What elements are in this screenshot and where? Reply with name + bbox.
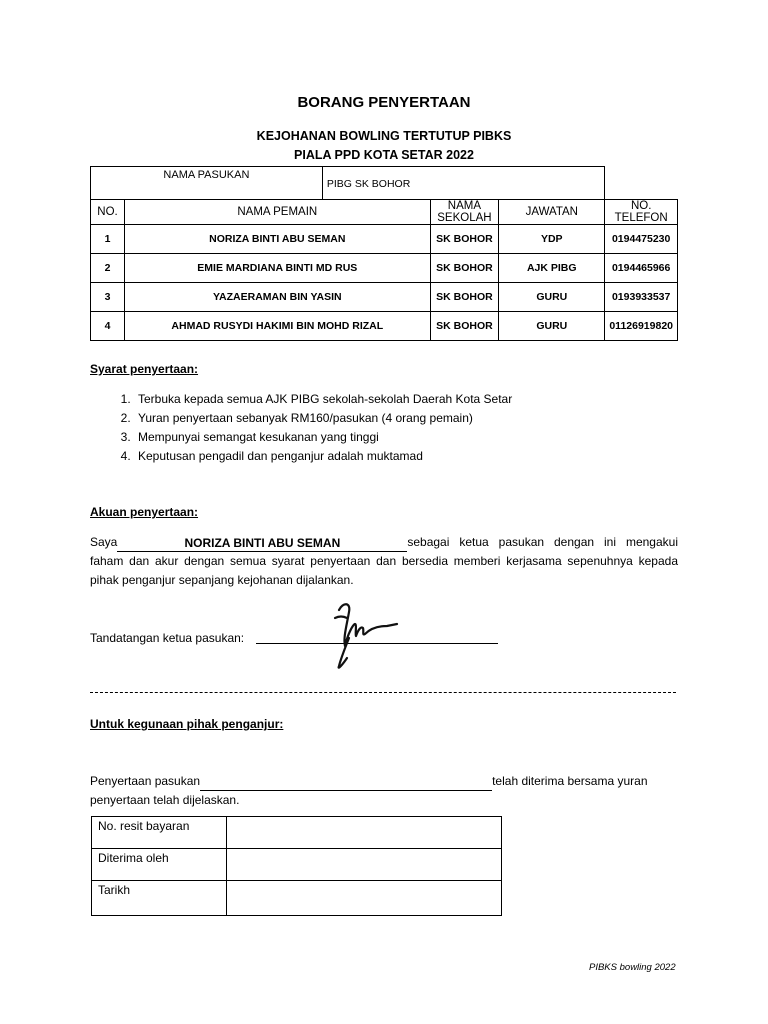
signature-label: Tandatangan ketua pasukan: [90,631,245,645]
received-by-field[interactable] [227,849,502,881]
player-phone: 0193933537 [605,283,678,312]
acceptance-paragraph [90,772,680,810]
receipt-number-field[interactable] [227,817,502,849]
acceptance-suffix: telah diterima bersama yuran penyertaan telah dijelaskan. [90,774,648,807]
date-field[interactable] [227,881,502,916]
player-number: 1 [91,225,125,254]
terms-heading: Syarat penyertaan: [90,362,199,376]
player-number: 2 [91,254,125,283]
player-phone: 0194465966 [605,254,678,283]
event-name: KEJOHANAN BOWLING TERTUTUP PIBKS [256,129,512,143]
terms-list [90,390,734,466]
receipt-row [92,817,502,849]
column-header-phone: NO. TELEFON [605,200,678,225]
column-header-school: NAMA SEKOLAH [430,200,499,225]
payment-receipt-table [91,816,502,916]
player-school: SK BOHOR [430,312,499,341]
player-row [91,283,678,312]
organizer-section-heading: Untuk kegunaan pihak penganjur: [90,717,284,731]
player-name: AHMAD RUSYDI HAKIMI BIN MOHD RIZAL [124,312,430,341]
player-position: GURU [499,312,605,341]
player-position: YDP [499,225,605,254]
player-name: EMIE MARDIANA BINTI MD RUS [124,254,430,283]
team-name-value: PIBG SK BOHOR [322,167,604,200]
column-header-no: NO. [91,200,125,225]
event-trophy: PIALA PPD KOTA SETAR 2022 [294,148,474,162]
player-phone: 01126919820 [605,312,678,341]
date-label: Tarikh [92,881,227,916]
declaration-heading: Akuan penyertaan: [90,505,199,519]
team-name-blank[interactable] [200,776,492,791]
player-row [91,254,678,283]
term-item: 1. Terbuka kepada semua AJK PIBG sekolah-sekolah Daerah Kota Setar [134,390,734,409]
term-item: 3. Mempunyai semangat kesukanan yang tinggi [134,428,734,447]
player-number: 4 [91,312,125,341]
player-position: GURU [499,283,605,312]
table-header-row [91,200,678,225]
acceptance-prefix: Penyertaan pasukan [90,774,201,788]
player-position: AJK PIBG [499,254,605,283]
player-school: SK BOHOR [430,254,499,283]
player-name: YAZAERAMAN BIN YASIN [124,283,430,312]
team-name-row [91,167,678,200]
term-item: 4. Keputusan pengadil dan penganjur adalah muktamad [134,447,734,466]
captain-name-field: NORIZA BINTI ABU SEMAN [117,535,407,552]
column-header-player-name: NAMA PEMAIN [124,200,430,225]
player-row [91,312,678,341]
term-item: 2. Yuran penyertaan sebanyak RM160/pasukan (4 orang pemain) [134,409,734,428]
declaration-prefix: Saya [90,535,118,549]
team-registration-table [90,166,678,341]
team-name-label: NAMA PASUKAN [91,167,323,200]
footer-note: PIBKS bowling 2022 [589,962,676,973]
player-row [91,225,678,254]
form-title: BORANG PENYERTAAN [297,94,471,111]
player-name: NORIZA BINTI ABU SEMAN [124,225,430,254]
column-header-position: JAWATAN [499,200,605,225]
captain-signature [325,598,405,676]
player-phone: 0194475230 [605,225,678,254]
cut-line-divider [90,692,676,693]
player-school: SK BOHOR [430,283,499,312]
receipt-row [92,849,502,881]
receipt-row [92,881,502,916]
receipt-number-label: No. resit bayaran [92,817,227,849]
declaration-paragraph [90,533,678,590]
declaration-text: sebagai ketua pasukan dengan ini mengakui faham dan akur dengan semua syarat penyertaan dan bersedia memberi kerjasama sepenuhnya kepada pihak penganjur sepanjang kejohanan dijalankan. [90,535,678,587]
player-school: SK BOHOR [430,225,499,254]
received-by-label: Diterima oleh [92,849,227,881]
player-number: 3 [91,283,125,312]
